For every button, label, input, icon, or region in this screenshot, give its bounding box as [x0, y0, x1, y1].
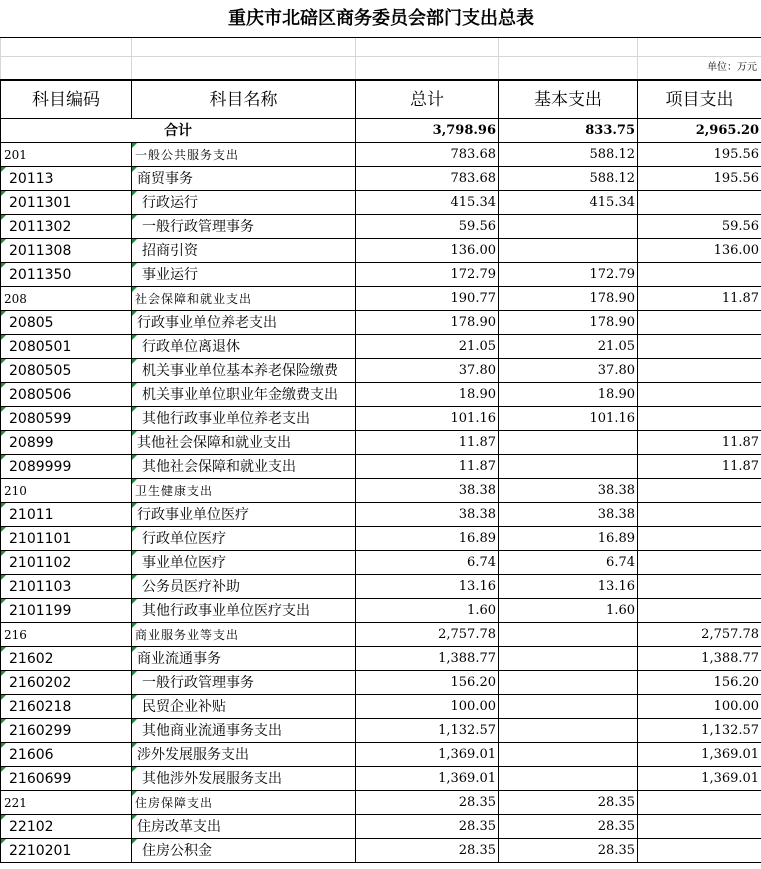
basic-cell[interactable]: 178.90: [499, 311, 638, 335]
table-row: [1, 743, 761, 767]
code-cell[interactable]: 2101199: [1, 599, 132, 623]
unit-row: [1, 57, 761, 81]
cell[interactable]: [132, 57, 356, 81]
code-cell[interactable]: 2160218: [1, 695, 132, 719]
name-cell[interactable]: 机关事业单位基本养老保险缴费: [132, 359, 356, 383]
total-cell[interactable]: 13.16: [356, 575, 499, 599]
code-cell[interactable]: 2160202: [1, 671, 132, 695]
name-cell[interactable]: 行政事业单位医疗: [132, 503, 356, 527]
project-cell[interactable]: 1,369.01: [638, 743, 761, 767]
code-cell[interactable]: 2080506: [1, 383, 132, 407]
table-row: [1, 479, 761, 503]
table-row: [1, 599, 761, 623]
code-cell[interactable]: 21606: [1, 743, 132, 767]
basic-cell[interactable]: 1.60: [499, 599, 638, 623]
name-cell[interactable]: 事业运行: [132, 263, 356, 287]
code-cell[interactable]: 2160699: [1, 767, 132, 791]
basic-cell[interactable]: 588.12: [499, 143, 638, 167]
code-cell[interactable]: 216: [1, 623, 132, 647]
code-cell[interactable]: 2080599: [1, 407, 132, 431]
basic-cell[interactable]: 28.35: [499, 839, 638, 863]
name-cell[interactable]: 卫生健康支出: [132, 479, 356, 503]
total-cell[interactable]: 1,369.01: [356, 767, 499, 791]
table-row: [1, 527, 761, 551]
basic-cell[interactable]: 101.16: [499, 407, 638, 431]
code-cell[interactable]: 2210201: [1, 839, 132, 863]
table-row: [1, 647, 761, 671]
project-cell[interactable]: 100.00: [638, 695, 761, 719]
table-row: [1, 767, 761, 791]
total-cell[interactable]: 6.74: [356, 551, 499, 575]
code-cell[interactable]: 22102: [1, 815, 132, 839]
name-cell[interactable]: 公务员医疗补助: [132, 575, 356, 599]
table-row: [1, 455, 761, 479]
cell[interactable]: [356, 38, 499, 57]
project-cell[interactable]: [638, 503, 761, 527]
basic-cell[interactable]: 588.12: [499, 167, 638, 191]
code-cell[interactable]: 201: [1, 143, 132, 167]
name-cell[interactable]: 行政单位医疗: [132, 527, 356, 551]
total-cell[interactable]: 1,388.77: [356, 647, 499, 671]
project-cell[interactable]: [638, 383, 761, 407]
name-cell[interactable]: 机关事业单位职业年金缴费支出: [132, 383, 356, 407]
basic-cell[interactable]: [499, 767, 638, 791]
table-row: [1, 239, 761, 263]
total-cell[interactable]: 11.87: [356, 431, 499, 455]
blank-row: [1, 38, 761, 57]
basic-cell[interactable]: 13.16: [499, 575, 638, 599]
table-row: [1, 671, 761, 695]
project-cell[interactable]: 195.56: [638, 143, 761, 167]
code-cell[interactable]: 2101103: [1, 575, 132, 599]
table-row: [1, 335, 761, 359]
total-cell[interactable]: 178.90: [356, 311, 499, 335]
code-cell[interactable]: 20805: [1, 311, 132, 335]
code-cell[interactable]: 20113: [1, 167, 132, 191]
code-cell[interactable]: 2080501: [1, 335, 132, 359]
total-cell[interactable]: 28.35: [356, 815, 499, 839]
total-cell[interactable]: 101.16: [356, 407, 499, 431]
name-cell[interactable]: 民贸企业补贴: [132, 695, 356, 719]
name-cell[interactable]: 事业单位医疗: [132, 551, 356, 575]
basic-cell[interactable]: [499, 431, 638, 455]
code-cell[interactable]: 2101102: [1, 551, 132, 575]
basic-cell[interactable]: 38.38: [499, 503, 638, 527]
table-row: [1, 623, 761, 647]
basic-cell[interactable]: 37.80: [499, 359, 638, 383]
project-cell[interactable]: [638, 527, 761, 551]
code-cell[interactable]: 208: [1, 287, 132, 311]
name-cell[interactable]: 住房公积金: [132, 839, 356, 863]
table-row: [1, 311, 761, 335]
code-cell[interactable]: 21602: [1, 647, 132, 671]
cell[interactable]: [638, 38, 761, 57]
table-row: [1, 167, 761, 191]
project-cell[interactable]: 59.56: [638, 215, 761, 239]
name-cell[interactable]: 涉外发展服务支出: [132, 743, 356, 767]
project-cell[interactable]: [638, 263, 761, 287]
total-cell[interactable]: 21.05: [356, 335, 499, 359]
total-cell[interactable]: 59.56: [356, 215, 499, 239]
header-project[interactable]: 项目支出: [638, 80, 761, 119]
title-row: [1, 0, 761, 38]
total-cell[interactable]: 156.20: [356, 671, 499, 695]
total-cell[interactable]: 136.00: [356, 239, 499, 263]
table-row: [1, 407, 761, 431]
cell[interactable]: [356, 57, 499, 81]
code-cell[interactable]: 2080505: [1, 359, 132, 383]
total-cell[interactable]: 2,757.78: [356, 623, 499, 647]
table-row: [1, 695, 761, 719]
total-project[interactable]: 2,965.20: [638, 119, 761, 143]
table-row: [1, 215, 761, 239]
project-cell[interactable]: 136.00: [638, 239, 761, 263]
basic-cell[interactable]: [499, 215, 638, 239]
table-row: [1, 839, 761, 863]
basic-cell[interactable]: [499, 455, 638, 479]
header-name[interactable]: 科目名称: [132, 80, 356, 119]
unit-label[interactable]: 单位：万元: [638, 57, 761, 81]
table-row: [1, 575, 761, 599]
name-cell[interactable]: 社会保障和就业支出: [132, 287, 356, 311]
project-cell[interactable]: [638, 599, 761, 623]
project-cell[interactable]: [638, 359, 761, 383]
project-cell[interactable]: 156.20: [638, 671, 761, 695]
basic-cell[interactable]: [499, 671, 638, 695]
name-cell[interactable]: 其他社会保障和就业支出: [132, 455, 356, 479]
project-cell[interactable]: [638, 551, 761, 575]
name-cell[interactable]: 住房改革支出: [132, 815, 356, 839]
total-cell[interactable]: 172.79: [356, 263, 499, 287]
basic-cell[interactable]: 16.89: [499, 527, 638, 551]
name-cell[interactable]: 行政运行: [132, 191, 356, 215]
name-cell[interactable]: 住房保障支出: [132, 791, 356, 815]
table-row: [1, 719, 761, 743]
code-cell[interactable]: 2011308: [1, 239, 132, 263]
name-cell[interactable]: 其他涉外发展服务支出: [132, 767, 356, 791]
total-label[interactable]: 合计: [1, 119, 356, 143]
project-cell[interactable]: [638, 311, 761, 335]
total-cell[interactable]: 38.38: [356, 479, 499, 503]
total-cell[interactable]: 1.60: [356, 599, 499, 623]
total-cell[interactable]: 37.80: [356, 359, 499, 383]
table-title[interactable]: 重庆市北碚区商务委员会部门支出总表: [1, 0, 761, 38]
name-cell[interactable]: 商业服务业等支出: [132, 623, 356, 647]
total-total[interactable]: 3,798.96: [356, 119, 499, 143]
name-cell[interactable]: 商贸事务: [132, 167, 356, 191]
total-cell[interactable]: 11.87: [356, 455, 499, 479]
table-row: [1, 359, 761, 383]
basic-cell[interactable]: 28.35: [499, 791, 638, 815]
total-basic[interactable]: 833.75: [499, 119, 638, 143]
basic-cell[interactable]: 21.05: [499, 335, 638, 359]
total-cell[interactable]: 38.38: [356, 503, 499, 527]
basic-cell[interactable]: [499, 623, 638, 647]
project-cell[interactable]: [638, 839, 761, 863]
name-cell[interactable]: 其他行政事业单位养老支出: [132, 407, 356, 431]
name-cell[interactable]: 其他社会保障和就业支出: [132, 431, 356, 455]
total-cell[interactable]: 1,132.57: [356, 719, 499, 743]
project-cell[interactable]: [638, 479, 761, 503]
name-cell[interactable]: 行政单位离退休: [132, 335, 356, 359]
basic-cell[interactable]: 178.90: [499, 287, 638, 311]
code-cell[interactable]: 2011301: [1, 191, 132, 215]
table-row: [1, 383, 761, 407]
basic-cell[interactable]: 172.79: [499, 263, 638, 287]
header-code[interactable]: 科目编码: [1, 80, 132, 119]
project-cell[interactable]: 11.87: [638, 287, 761, 311]
project-cell[interactable]: 11.87: [638, 431, 761, 455]
code-cell[interactable]: 2011350: [1, 263, 132, 287]
basic-cell[interactable]: 18.90: [499, 383, 638, 407]
project-cell[interactable]: [638, 407, 761, 431]
total-cell[interactable]: 100.00: [356, 695, 499, 719]
project-cell[interactable]: 11.87: [638, 455, 761, 479]
cell[interactable]: [1, 57, 132, 81]
table-row: [1, 287, 761, 311]
project-cell[interactable]: 1,132.57: [638, 719, 761, 743]
name-cell[interactable]: 一般公共服务支出: [132, 143, 356, 167]
name-cell[interactable]: 一般行政管理事务: [132, 215, 356, 239]
cell[interactable]: [499, 38, 638, 57]
table-row: [1, 791, 761, 815]
name-cell[interactable]: 招商引资: [132, 239, 356, 263]
code-cell[interactable]: 221: [1, 791, 132, 815]
project-cell[interactable]: [638, 575, 761, 599]
code-cell[interactable]: 210: [1, 479, 132, 503]
code-cell[interactable]: 2011302: [1, 215, 132, 239]
project-cell[interactable]: 2,757.78: [638, 623, 761, 647]
cell[interactable]: [499, 57, 638, 81]
name-cell[interactable]: 一般行政管理事务: [132, 671, 356, 695]
cell[interactable]: [132, 38, 356, 57]
total-cell[interactable]: 783.68: [356, 143, 499, 167]
project-cell[interactable]: 1,388.77: [638, 647, 761, 671]
name-cell[interactable]: 其他行政事业单位医疗支出: [132, 599, 356, 623]
code-cell[interactable]: 2160299: [1, 719, 132, 743]
total-cell[interactable]: 16.89: [356, 527, 499, 551]
code-cell[interactable]: 2089999: [1, 455, 132, 479]
basic-cell[interactable]: [499, 239, 638, 263]
table-row: [1, 263, 761, 287]
total-row: [1, 119, 761, 143]
total-cell[interactable]: 18.90: [356, 383, 499, 407]
header-basic[interactable]: 基本支出: [499, 80, 638, 119]
basic-cell[interactable]: 28.35: [499, 815, 638, 839]
total-cell[interactable]: 190.77: [356, 287, 499, 311]
total-cell[interactable]: 1,369.01: [356, 743, 499, 767]
table-row: [1, 551, 761, 575]
table-row: [1, 431, 761, 455]
basic-cell[interactable]: [499, 695, 638, 719]
project-cell[interactable]: [638, 335, 761, 359]
table-row: [1, 143, 761, 167]
total-cell[interactable]: 28.35: [356, 839, 499, 863]
project-cell[interactable]: [638, 191, 761, 215]
header-total[interactable]: 总计: [356, 80, 499, 119]
basic-cell[interactable]: 38.38: [499, 479, 638, 503]
basic-cell[interactable]: [499, 743, 638, 767]
total-cell[interactable]: 783.68: [356, 167, 499, 191]
name-cell[interactable]: 其他商业流通事务支出: [132, 719, 356, 743]
basic-cell[interactable]: [499, 719, 638, 743]
code-cell[interactable]: 21011: [1, 503, 132, 527]
project-cell[interactable]: [638, 815, 761, 839]
code-cell[interactable]: 2101101: [1, 527, 132, 551]
code-cell[interactable]: 20899: [1, 431, 132, 455]
table-row: [1, 815, 761, 839]
total-cell[interactable]: 415.34: [356, 191, 499, 215]
cell[interactable]: [1, 38, 132, 57]
project-cell[interactable]: 1,369.01: [638, 767, 761, 791]
table-row: [1, 503, 761, 527]
basic-cell[interactable]: 6.74: [499, 551, 638, 575]
basic-cell[interactable]: 415.34: [499, 191, 638, 215]
name-cell[interactable]: 商业流通事务: [132, 647, 356, 671]
project-cell[interactable]: 195.56: [638, 167, 761, 191]
header-row: [1, 80, 761, 119]
name-cell[interactable]: 行政事业单位养老支出: [132, 311, 356, 335]
basic-cell[interactable]: [499, 647, 638, 671]
total-cell[interactable]: 28.35: [356, 791, 499, 815]
project-cell[interactable]: [638, 791, 761, 815]
table-row: [1, 191, 761, 215]
